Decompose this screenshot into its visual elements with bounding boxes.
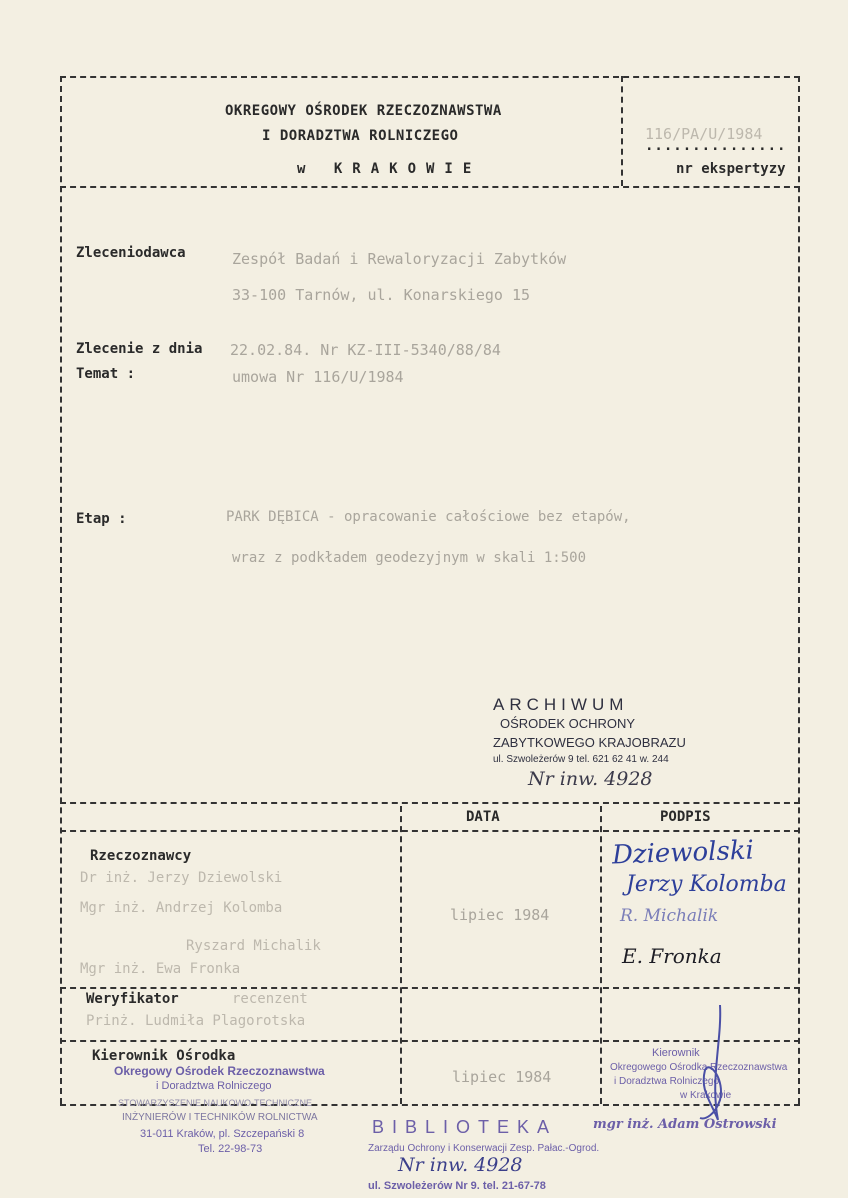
director-label: Kierownik Ośrodka	[92, 1048, 236, 1064]
director-stamp-line2: i Doradztwa Rolniczego	[156, 1080, 272, 1092]
expert-row-1: Dr inż. Jerzy Dziewolski	[80, 870, 283, 886]
subject-value: umowa Nr 116/U/1984	[232, 368, 404, 386]
archive-inventory-handwritten: Nr inw. 4928	[528, 768, 653, 790]
client-line2: 33-100 Tarnów, ul. Konarskiego 15	[232, 286, 531, 304]
director-sig-stamp-line1: Kierownik	[652, 1047, 700, 1059]
stage-label: Etap :	[76, 511, 127, 527]
header-divider	[621, 76, 623, 186]
verifier-name: Prinż. Ludmiła Plagorotska	[86, 1013, 306, 1029]
signature-4: E. Fronka	[622, 944, 722, 968]
signature-3: R. Michalik	[620, 906, 719, 926]
association-stamp-line2: INŻYNIERÓW I TECHNIKÓW ROLNICTWA	[122, 1112, 318, 1123]
director-sig-stamp-line3: i Doradztwa Rolniczego	[614, 1076, 720, 1087]
director-sig-stamp-line4: w Krakowie	[680, 1090, 732, 1101]
experts-label: Rzeczoznawcy	[90, 848, 192, 864]
frame-left-border	[60, 76, 62, 1104]
expert-row-4: Mgr inż. Ewa Fronka	[80, 961, 241, 977]
stage-line2: wraz z podkładem geodezyjnym w skali 1:500	[232, 550, 587, 566]
expert-row-2: Mgr inż. Andrzej Kolomba	[80, 900, 283, 916]
header-bottom-border	[60, 186, 800, 188]
library-inventory-handwritten: Nr inw. 4928	[398, 1154, 523, 1176]
director-sig-stamp-line2: Okregowego Ośrodka Rzeczoznawstwa	[610, 1062, 788, 1073]
client-line1: Zespół Badań i Rewaloryzacji Zabytków	[232, 250, 567, 268]
expertise-dots: ...............	[645, 138, 787, 154]
director-name: mgr inż. Adam Ostrowski	[593, 1117, 777, 1132]
expert-row-3: Ryszard Michalik	[186, 938, 321, 954]
expertise-number: 116/PA/U/1984	[645, 125, 763, 143]
archive-stamp-line2: ZABYTKOWEGO KRAJOBRAZU	[493, 735, 686, 750]
experts-date: lipiec 1984	[450, 906, 550, 924]
archive-stamp-line1: OŚRODEK OCHRONY	[500, 716, 636, 731]
order-value: 22.02.84. Nr KZ-III-5340/88/84	[230, 341, 501, 359]
verifier-role: recenzent	[232, 991, 308, 1007]
client-label: Zleceniodawca	[76, 245, 186, 261]
frame-right-border	[798, 76, 800, 1104]
date-column-divider	[400, 806, 402, 1104]
signature-column-header: PODPIS	[660, 809, 711, 825]
association-stamp-line3: 31-011 Kraków, pl. Szczepański 8	[140, 1128, 305, 1140]
archive-stamp-title: ARCHIWUM	[493, 695, 629, 714]
order-label: Zlecenie z dnia	[76, 341, 203, 357]
director-signature-scribble	[680, 1000, 740, 1130]
director-date: lipiec 1984	[452, 1068, 552, 1086]
org-name-line3: w KRAKOWIE	[297, 161, 482, 177]
date-column-header: DATA	[466, 809, 500, 825]
library-stamp-title: BIBLIOTEKA	[372, 1117, 558, 1137]
signature-column-divider	[600, 806, 602, 1104]
table-top-border	[60, 802, 800, 804]
table-header-border	[60, 830, 800, 832]
signature-2: Jerzy Kolomba	[626, 872, 787, 897]
association-stamp-line1: STOWARZYSZENIE NAUKOWO-TECHNICZNE	[118, 1098, 313, 1108]
signature-1: Dziewolski	[611, 835, 755, 871]
org-name-line1: OKREGOWY OŚRODEK RZECZOZNAWSTWA	[225, 103, 502, 119]
subject-label: Temat :	[76, 366, 136, 382]
library-stamp-line1: Zarządu Ochrony i Konserwacji Zesp. Pałac.-Ogrod.	[368, 1143, 600, 1154]
org-name-line2: I DORADZTWA ROLNICZEGO	[262, 128, 459, 144]
association-stamp-line4: Tel. 22-98-73	[198, 1143, 263, 1155]
verifier-top-border	[60, 987, 800, 989]
expertise-label: nr ekspertyzy	[676, 161, 786, 177]
library-stamp-line2: ul. Szwoleżerów Nr 9. tel. 21-67-78	[368, 1180, 546, 1192]
verifier-label: Weryfikator	[86, 991, 179, 1007]
stage-line1: PARK DĘBICA - opracowanie całościowe bez etapów,	[226, 509, 631, 525]
frame-top-border	[60, 76, 800, 78]
archive-stamp-line3: ul. Szwoleżerów 9 tel. 621 62 41 w. 244	[493, 754, 669, 765]
director-stamp-line1: Okregowy Ośrodek Rzeczoznawstwa	[114, 1064, 325, 1078]
